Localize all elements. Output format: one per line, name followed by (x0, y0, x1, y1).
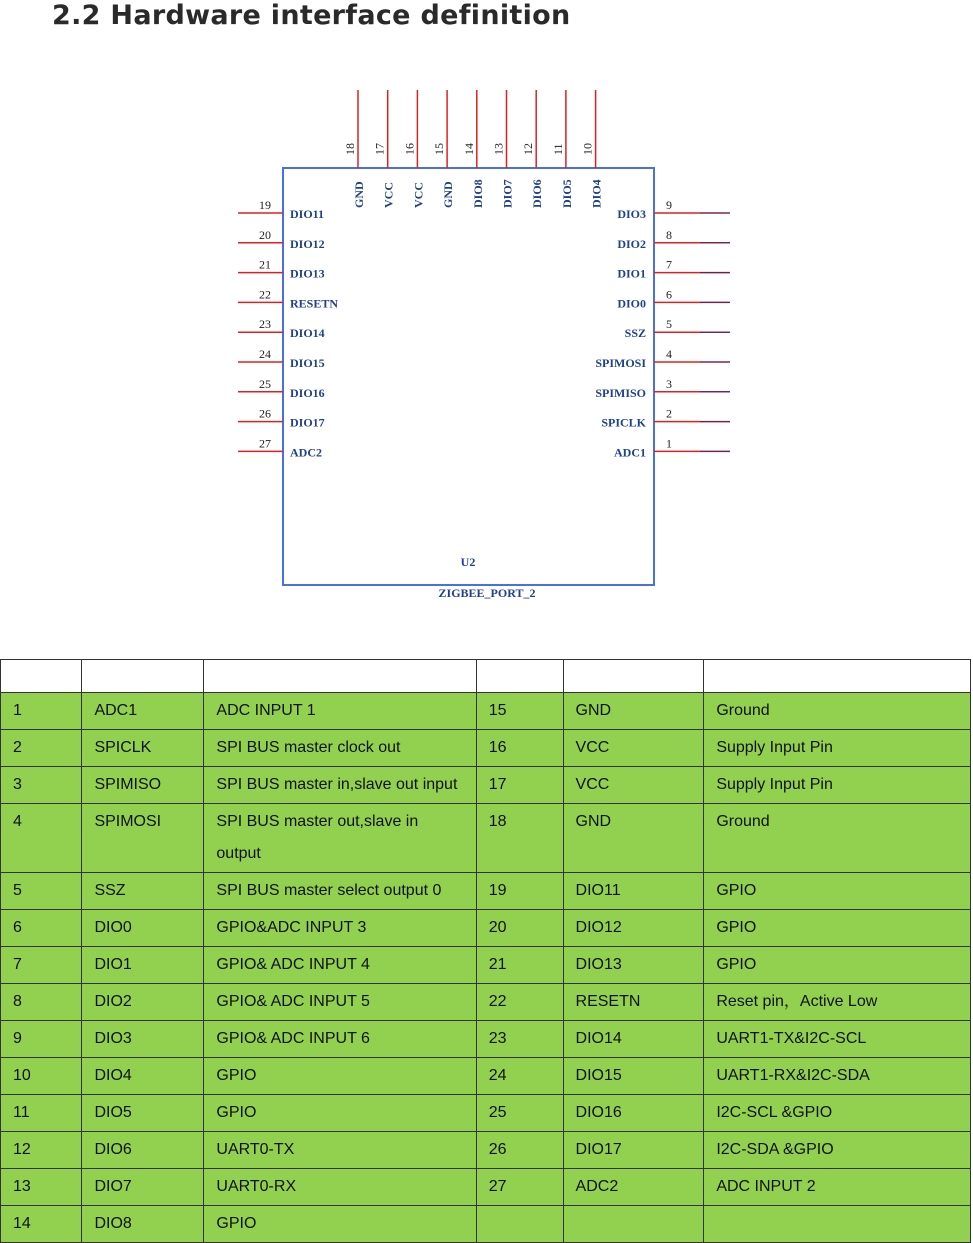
table-cell: 16 (476, 730, 563, 767)
table-cell: 6 (1, 910, 82, 947)
pin-label: SPIMISO (595, 385, 646, 400)
table-cell: Supply Input Pin (704, 730, 971, 767)
table-row (1, 1058, 971, 1095)
pin-label: DIO1 (617, 266, 646, 281)
pin-number: 24 (259, 347, 271, 361)
pin-label: GND (441, 181, 456, 208)
pin-number: 26 (259, 406, 271, 421)
table-cell: 14 (1, 1206, 82, 1243)
pin-number: 1 (666, 436, 672, 451)
table-cell: ADC INPUT 1 (204, 693, 476, 730)
pin-label: ADC2 (290, 445, 322, 460)
right-pins (595, 198, 730, 459)
table-cell: VCC (563, 730, 704, 767)
pin-label: DIO15 (290, 356, 325, 370)
pin-number: 19 (259, 198, 271, 212)
table-cell: DIO16 (563, 1095, 704, 1132)
pin-number: 23 (259, 317, 271, 332)
table-cell: 5 (1, 873, 82, 910)
left-pin (238, 228, 325, 251)
pin-number: 17 (372, 143, 387, 155)
top-pin (373, 90, 396, 208)
table-cell: 26 (476, 1132, 563, 1169)
table-cell: DIO1 (82, 947, 204, 984)
pin-number: 11 (550, 143, 565, 155)
pin-number: 12 (521, 143, 536, 155)
pin-number: 13 (491, 143, 506, 155)
pin-number: 18 (343, 143, 357, 155)
pin-label: GND (352, 181, 366, 208)
pin-number: 25 (259, 376, 271, 391)
table-cell: Supply Input Pin (704, 767, 971, 804)
left-pin (238, 317, 325, 340)
left-pins (238, 198, 338, 459)
section-heading: 2.2 Hardware interface definition (52, 0, 571, 31)
table-cell: DIO7 (82, 1169, 204, 1206)
chip-outline (283, 168, 654, 585)
left-pin (238, 407, 325, 430)
table-cell: GPIO (704, 910, 971, 947)
table-cell: 2 (1, 730, 82, 767)
table-cell: DIO14 (563, 1021, 704, 1058)
table-cell: DIO6 (82, 1132, 204, 1169)
table-cell: DIO0 (82, 910, 204, 947)
pin-label: DIO13 (290, 266, 325, 281)
table-cell: DIO5 (82, 1095, 204, 1132)
right-pin (617, 287, 730, 310)
table-cell: I2C-SCL &GPIO (704, 1095, 971, 1132)
pin-label: SPICLK (601, 415, 646, 430)
table-cell: 15 (476, 693, 563, 730)
table-cell: Ground (704, 693, 971, 730)
table-header-cell (82, 660, 204, 693)
top-pin (402, 90, 425, 208)
pin-label: RESETN (290, 296, 339, 311)
left-pin (238, 377, 325, 400)
table-cell: DIO17 (563, 1132, 704, 1169)
table-cell: GPIO& ADC INPUT 4 (204, 947, 476, 984)
table-cell: I2C-SDA &GPIO (704, 1132, 971, 1169)
pin-label: DIO7 (500, 179, 515, 208)
pin-label: DIO14 (290, 326, 325, 341)
table-cell: GPIO& ADC INPUT 6 (204, 1021, 476, 1058)
pin-label: DIO4 (589, 179, 604, 208)
pin-number: 22 (259, 287, 271, 302)
table-cell: DIO2 (82, 984, 204, 1021)
table-cell: DIO4 (82, 1058, 204, 1095)
top-pin (551, 90, 574, 208)
pin-label: VCC (381, 182, 396, 208)
pin-label: DIO11 (290, 207, 325, 221)
table-cell: 24 (476, 1058, 563, 1095)
table-cell: 12 (1, 1132, 82, 1169)
table-row (1, 730, 971, 767)
table-cell: SSZ (82, 873, 204, 910)
table-cell: RESETN (563, 984, 704, 1021)
table-cell: 23 (476, 1021, 563, 1058)
table-cell: GND (563, 693, 704, 730)
table-cell: 21 (476, 947, 563, 984)
pin-number: 9 (666, 198, 672, 212)
pin-label: DIO17 (290, 415, 325, 430)
pin-number: 3 (666, 376, 672, 391)
pin-label: SPIMOSI (595, 356, 646, 370)
pin-label: DIO2 (617, 236, 646, 251)
right-pin (601, 407, 730, 430)
table-row (1, 873, 971, 910)
table-row (1, 1206, 971, 1243)
table-cell (563, 1206, 704, 1243)
table-cell: GPIO (204, 1095, 476, 1132)
table-cell: 7 (1, 947, 82, 984)
top-pins (343, 90, 604, 208)
table-cell: DIO3 (82, 1021, 204, 1058)
table-cell: VCC (563, 767, 704, 804)
pin-label: DIO6 (530, 179, 545, 208)
table-cell: 11 (1, 1095, 82, 1132)
pin-label: DIO0 (617, 296, 646, 311)
table-cell: SPIMOSI (82, 804, 204, 873)
pin-number: 20 (259, 227, 271, 242)
table-cell: 13 (1, 1169, 82, 1206)
table-row (1, 767, 971, 804)
table-row (1, 1132, 971, 1169)
table-cell: 1 (1, 693, 82, 730)
table-cell: DIO11 (563, 873, 704, 910)
top-pin (343, 90, 366, 208)
table-header-cell (704, 660, 971, 693)
pin-definition-table (0, 659, 971, 1243)
table-cell: GPIO (204, 1058, 476, 1095)
table-cell: 20 (476, 910, 563, 947)
table-cell: Reset pin，Active Low (704, 984, 971, 1021)
table-cell: GPIO (704, 947, 971, 984)
table-row (1, 1021, 971, 1058)
table-row (1, 1169, 971, 1206)
table-cell: SPI BUS master out,slave in output (204, 804, 476, 873)
pin-number: 16 (402, 143, 417, 155)
table-header-row (1, 660, 971, 693)
pin-number: 5 (666, 317, 672, 332)
right-pin (625, 317, 730, 340)
table-header-cell (563, 660, 704, 693)
right-pin (595, 377, 730, 400)
table-cell: GND (563, 804, 704, 873)
table-cell: UART1-RX&I2C-SDA (704, 1058, 971, 1095)
table-cell: SPIMISO (82, 767, 204, 804)
table-cell: SPI BUS master select output 0 (204, 873, 476, 910)
table-cell: SPI BUS master in,slave out input (204, 767, 476, 804)
table-cell: GPIO (204, 1206, 476, 1243)
table-row (1, 804, 971, 873)
table-row (1, 1095, 971, 1132)
table-cell: GPIO (704, 873, 971, 910)
table-cell: ADC2 (563, 1169, 704, 1206)
table-header-cell (1, 660, 82, 693)
right-pin (614, 436, 730, 459)
table-cell: GPIO& ADC INPUT 5 (204, 984, 476, 1021)
table-cell: 17 (476, 767, 563, 804)
pin-label: VCC (411, 182, 426, 208)
pin-number: 27 (259, 436, 271, 451)
table-cell (704, 1206, 971, 1243)
pin-number: 4 (666, 347, 672, 361)
pin-label: DIO8 (470, 179, 485, 208)
pin-label: DIO5 (559, 179, 574, 208)
table-cell: 25 (476, 1095, 563, 1132)
left-pin (238, 198, 324, 221)
table-row (1, 910, 971, 947)
left-pin (238, 287, 338, 310)
right-pin (617, 228, 730, 251)
table-cell: DIO13 (563, 947, 704, 984)
right-pin (595, 347, 730, 370)
table-cell: UART0-RX (204, 1169, 476, 1206)
pin-number: 21 (259, 257, 271, 272)
pin-label: DIO3 (617, 207, 646, 221)
pin-label: ADC1 (614, 445, 646, 460)
top-pin (492, 90, 515, 208)
table-cell: SPICLK (82, 730, 204, 767)
left-pin (238, 436, 322, 459)
table-cell: 27 (476, 1169, 563, 1206)
top-pin (521, 90, 544, 208)
table-cell: SPI BUS master clock out (204, 730, 476, 767)
pin-number: 2 (666, 406, 672, 421)
table-cell: DIO8 (82, 1206, 204, 1243)
table-cell: Ground (704, 804, 971, 873)
left-pin (238, 347, 325, 370)
pin-number: 7 (666, 257, 672, 272)
table-row (1, 984, 971, 1021)
table-cell: GPIO&ADC INPUT 3 (204, 910, 476, 947)
right-pin (617, 258, 730, 281)
table-cell: ADC1 (82, 693, 204, 730)
top-pin (462, 90, 485, 208)
table-cell: 18 (476, 804, 563, 873)
table-cell (476, 1206, 563, 1243)
component-name: ZIGBEE_PORT_2 (438, 586, 536, 600)
table-cell: 9 (1, 1021, 82, 1058)
pin-label: DIO16 (290, 385, 325, 400)
table-cell: 22 (476, 984, 563, 1021)
pin-label: DIO12 (290, 236, 325, 251)
pin-number: 6 (666, 287, 672, 302)
table-row (1, 947, 971, 984)
top-pin (581, 90, 604, 208)
table-header-cell (476, 660, 563, 693)
table-cell: 10 (1, 1058, 82, 1095)
table-cell: DIO15 (563, 1058, 704, 1095)
right-pin (617, 198, 730, 221)
table-header-cell (204, 660, 476, 693)
component-ref: U2 (460, 555, 476, 569)
pin-number: 15 (432, 143, 447, 155)
pin-number: 10 (580, 143, 595, 155)
table-cell: UART1-TX&I2C-SCL (704, 1021, 971, 1058)
table-cell: DIO12 (563, 910, 704, 947)
top-pin (432, 90, 455, 208)
table-cell: 8 (1, 984, 82, 1021)
left-pin (238, 258, 325, 281)
table-cell: 4 (1, 804, 82, 873)
pin-label: SSZ (624, 326, 646, 341)
table-cell: 3 (1, 767, 82, 804)
pin-number: 8 (666, 227, 672, 242)
table-cell: 19 (476, 873, 563, 910)
table-cell: UART0-TX (204, 1132, 476, 1169)
table-row (1, 693, 971, 730)
table-cell: ADC INPUT 2 (704, 1169, 971, 1206)
pin-number: 14 (461, 143, 476, 155)
